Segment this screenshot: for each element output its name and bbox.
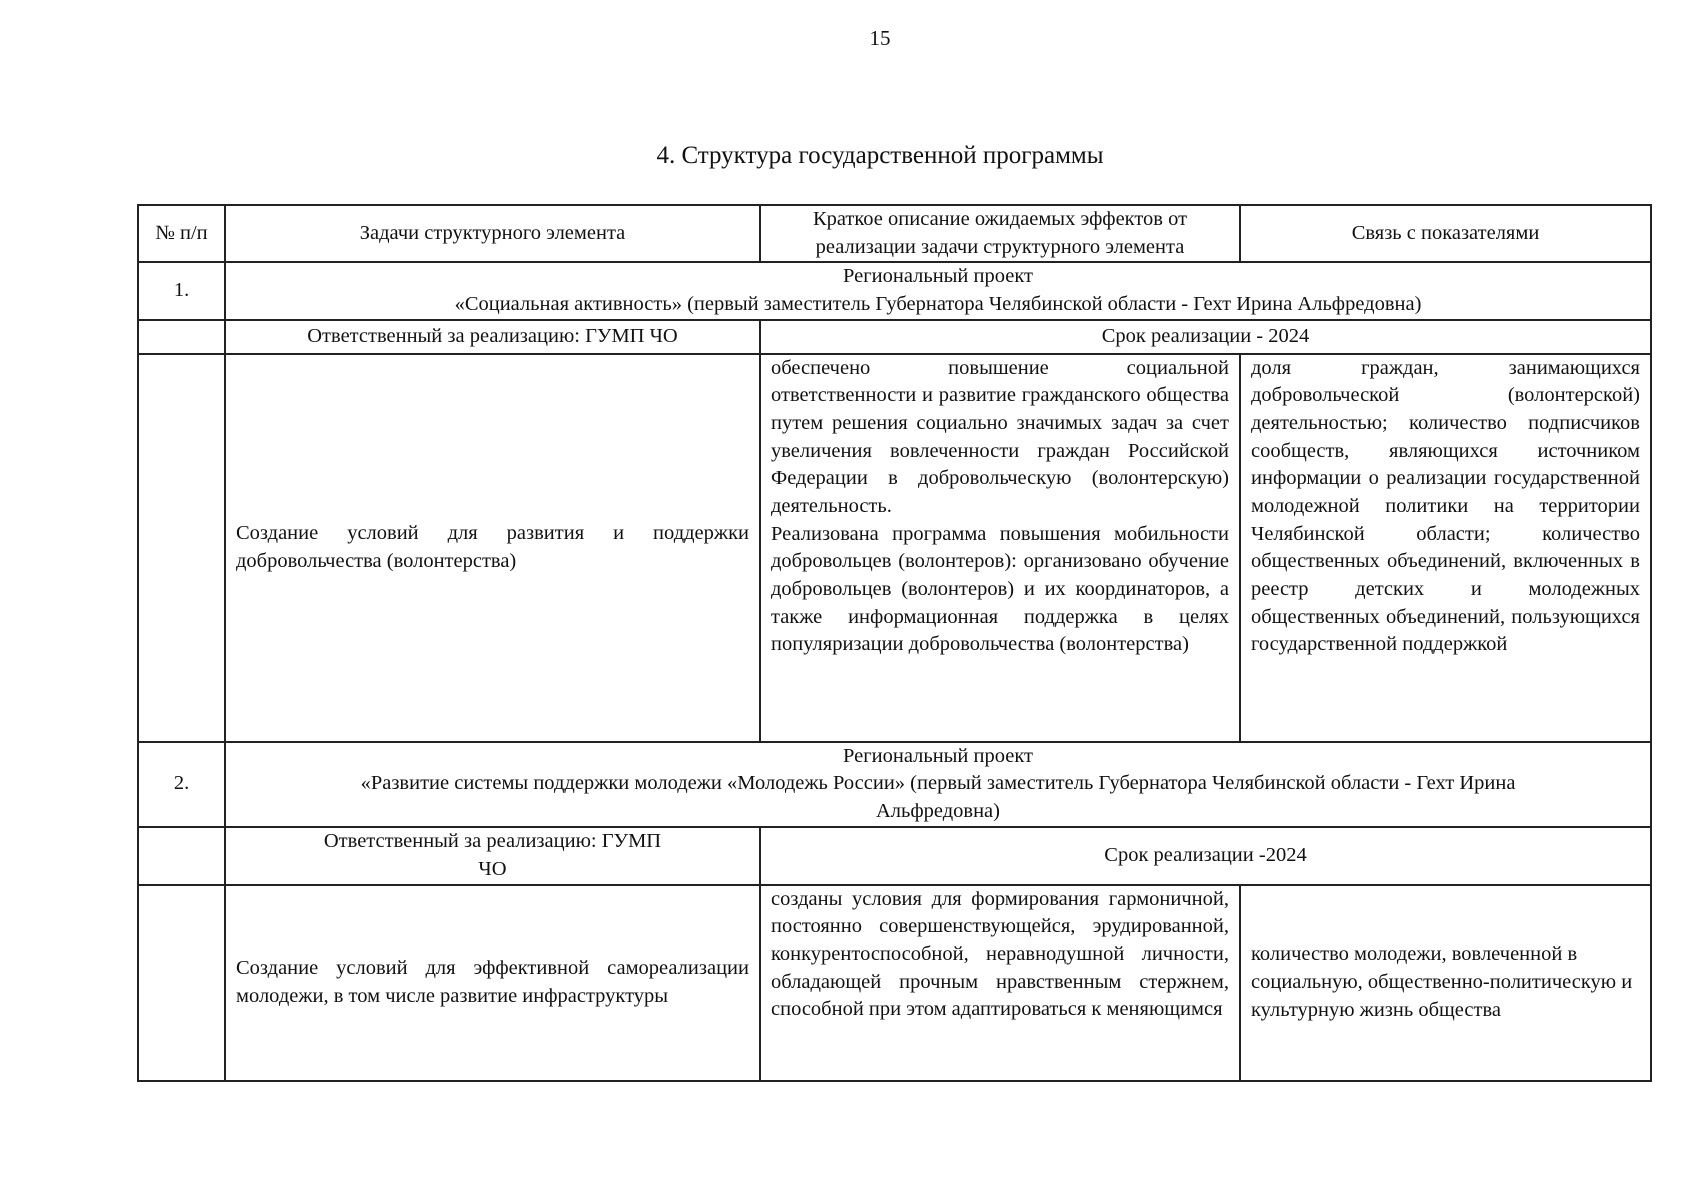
header-indicators-link: Связь с показателями <box>1240 205 1651 262</box>
project-title <box>225 262 1651 319</box>
effect-text <box>760 354 1240 742</box>
project-label: Региональный проект <box>843 265 1033 288</box>
task-text: Создание условий для эффективной самореализации молодежи, в том числе развитие инфраструктуры <box>225 885 760 1081</box>
empty-cell <box>138 827 225 885</box>
document-title: 4. Структура государственной программы <box>656 142 1104 169</box>
responsible-text: Ответственный за реализацию: ГУМП ЧО <box>225 827 760 885</box>
section-number: 2. <box>138 742 225 827</box>
indicators-text: доля граждан, занимающихся добровольческой (волонтерской) деятельностью; количество подписчиков сообществ, являющихся источником информации о реализации государственной молодежной политики на территории Челябинской области; количество общественных объединений, включенных в реестр детских и молодежных общественных объединений, пользующихся государственной поддержкой <box>1240 354 1651 742</box>
task-row <box>138 354 1651 742</box>
indicators-text: количество молодежи, вовлеченной в социальную, общественно-политическую и культурную жизнь общества <box>1240 885 1651 1081</box>
project-title <box>225 742 1651 827</box>
empty-cell <box>138 885 225 1081</box>
effect-paragraph: Реализована программа повышения мобильности добровольцев (волонтеров): организовано обучение добровольцев (волонтеров) и их координаторов, а также информационная поддержка в целях популяризации добровольчества (волонтерства) <box>771 522 1229 656</box>
header-effects: Краткое описание ожидаемых эффектов от реализации задачи структурного элемента <box>760 205 1240 262</box>
term-text: Срок реализации -2024 <box>760 827 1651 885</box>
program-structure-table <box>137 204 1652 1082</box>
effect-paragraph: обеспечено повышение социальной ответственности и развитие гражданского общества путем решения социально значимых задач за счет увеличения вовлеченности граждан Российской Федерации в добровольческую (волонтерскую) деятельность. <box>771 356 1229 518</box>
effect-text: созданы условия для формирования гармоничной, постоянно совершенствующейся, эрудированной, конкурентоспособной, неравнодушной личности, обладающей прочным нравственным стержнем, способной при этом адаптироваться к меняющимся <box>760 885 1240 1081</box>
responsible-row <box>138 320 1651 354</box>
section-number: 1. <box>138 262 225 319</box>
page-number: 15 <box>869 26 891 50</box>
responsible-row <box>138 827 1651 885</box>
table-header-row <box>138 205 1651 262</box>
project-name: «Социальная активность» (первый заместитель Губернатора Челябинской области - Гехт Ирина Альфредовна) <box>454 293 1422 316</box>
project-row <box>138 742 1651 827</box>
term-text: Срок реализации - 2024 <box>760 320 1651 354</box>
header-number: № п/п <box>138 205 225 262</box>
header-tasks: Задачи структурного элемента <box>225 205 760 262</box>
responsible-text: Ответственный за реализацию: ГУМП ЧО <box>225 320 760 354</box>
project-name: «Развитие системы поддержки молодежи «Молодежь России» (первый заместитель Губернатора Челябинской области - Гехт Ирина Альфредовна) <box>360 772 1516 823</box>
empty-cell <box>138 320 225 354</box>
empty-cell <box>138 354 225 742</box>
task-text: Создание условий для развития и поддержки добровольчества (волонтерства) <box>225 354 760 742</box>
project-label: Региональный проект <box>843 744 1033 767</box>
task-row <box>138 885 1651 1081</box>
project-row <box>138 262 1651 319</box>
